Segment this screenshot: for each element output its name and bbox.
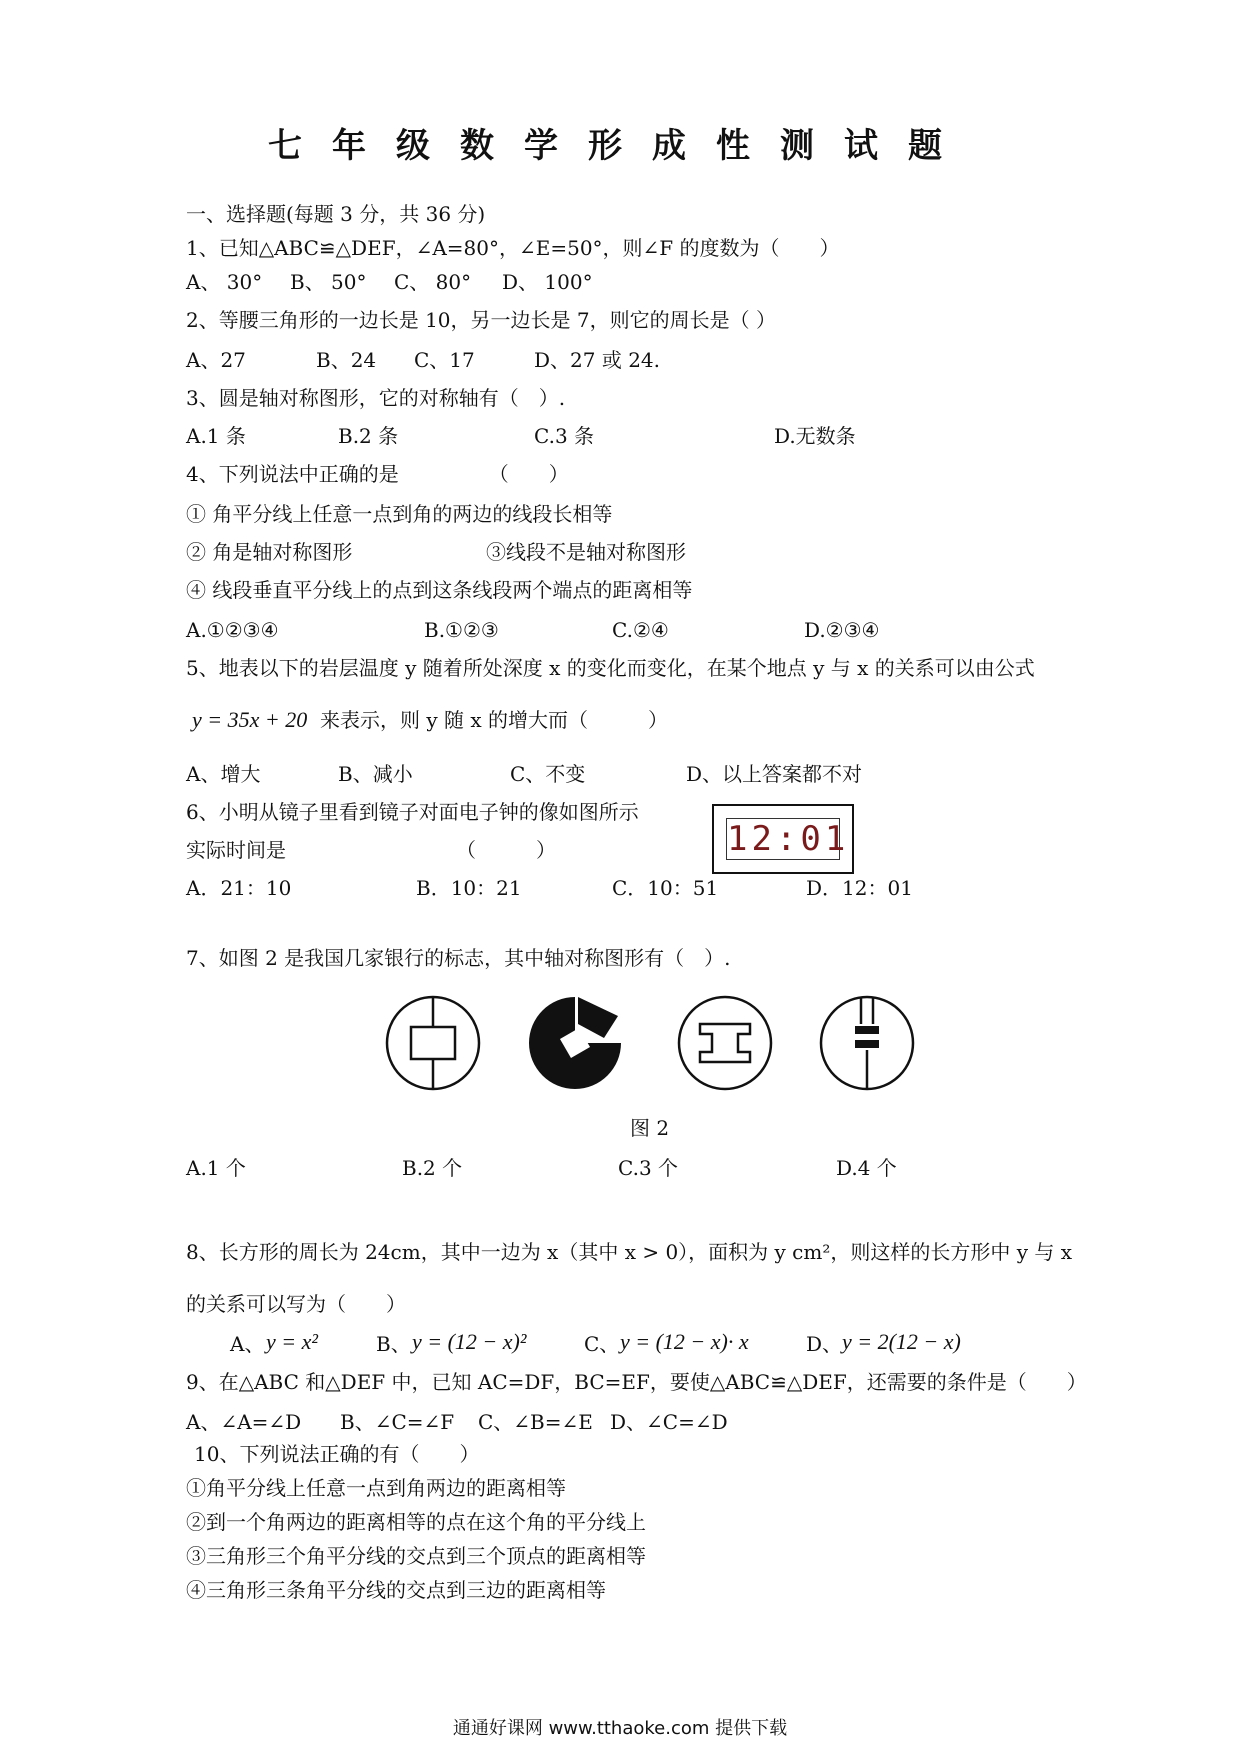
q4-option-b: B.①②③ — [424, 618, 499, 642]
q10-statement-2: ②到一个角两边的距离相等的点在这个角的平分线上 — [186, 1510, 646, 1534]
q8-option-b-label: B、 — [376, 1332, 411, 1356]
q5-option-d: D、以上答案都不对 — [686, 762, 863, 786]
q7-option-c: C.3 个 — [618, 1156, 679, 1180]
q4-statement-3: ③线段不是轴对称图形 — [486, 540, 686, 564]
q4-option-d: D.②③④ — [804, 618, 880, 642]
q9-stem: 9、在△ABC 和△DEF 中，已知 AC=DF，BC=EF，要使△ABC≌△DEF，还需要的条件是（ ） — [186, 1370, 1087, 1394]
q1-stem: 1、已知△ABC≌△DEF，∠A=80°，∠E=50°，则∠F 的度数为（ ） — [186, 236, 840, 260]
q4-option-a: A.①②③④ — [186, 618, 279, 642]
bank-logo-1 — [384, 994, 482, 1092]
q6-stem: 6、小明从镜子里看到镜子对面电子钟的像如图所示 — [186, 800, 639, 824]
q2-option-a: A、27 — [186, 348, 246, 372]
q7-option-a: A.1 个 — [186, 1156, 246, 1180]
q7-option-d: D.4 个 — [836, 1156, 897, 1180]
q6-option-b: B．10：21 — [416, 876, 522, 900]
bank-logo-2 — [526, 994, 624, 1092]
q2-option-c: C、17 — [414, 348, 475, 372]
q3-option-a: A.1 条 — [186, 424, 246, 448]
q6-option-d: D．12：01 — [806, 876, 913, 900]
q9-option-b: B、∠C=∠F — [340, 1410, 455, 1434]
q10-statement-1: ①角平分线上任意一点到角两边的距离相等 — [186, 1476, 566, 1500]
mirror-clock-figure — [712, 804, 854, 874]
q9-option-d: D、∠C=∠D — [610, 1410, 728, 1434]
q1-option-c: C、 80° — [394, 270, 472, 294]
q4-statement-1: ① 角平分线上任意一点到角的两边的线段长相等 — [186, 502, 613, 526]
section-heading: 一、选择题(每题 3 分，共 36 分) — [186, 202, 486, 226]
q7-stem: 7、如图 2 是我国几家银行的标志，其中轴对称图形有（ ）. — [186, 946, 731, 970]
q9-option-a: A、∠A=∠D — [186, 1410, 302, 1434]
page-footer: 通通好课网 www.tthaoke.com 提供下载 — [452, 1718, 788, 1739]
q9-option-c: C、∠B=∠E — [478, 1410, 593, 1434]
q7-option-b: B.2 个 — [402, 1156, 463, 1180]
q5-stem: 5、地表以下的岩层温度 y 随着所处深度 x 的变化而变化，在某个地点 y 与 x 的关系可以由公式 — [186, 656, 1035, 680]
q5-option-a: A、增大 — [186, 762, 261, 786]
q2-option-d: D、27 或 24. — [534, 348, 661, 372]
bank-logo-3 — [676, 994, 774, 1092]
clock-display: 12:01 — [727, 819, 850, 859]
q4-statement-2: ② 角是轴对称图形 — [186, 540, 353, 564]
q5-stem-continued: 来表示，则 y 随 x 的增大而（ ） — [320, 708, 669, 732]
page-title: 七年级数学形成性测试题 — [268, 126, 972, 166]
q8-option-d-label: D、 — [806, 1332, 843, 1356]
q8-stem: 8、长方形的周长为 24cm，其中一边为 x（其中 x > 0），面积为 y cm²，则这样的长方形中 y 与 x — [186, 1240, 1073, 1264]
q1-option-a: A、 30° — [186, 270, 263, 294]
q5-option-c: C、不变 — [510, 762, 586, 786]
q8-option-c-label: C、 — [584, 1332, 620, 1356]
q2-stem: 2、等腰三角形的一边长是 10，另一边长是 7，则它的周长是（ ） — [186, 308, 776, 332]
q4-option-c: C.②④ — [612, 618, 669, 642]
q8-option-b-expr: y = (12 − x)² — [412, 1329, 527, 1354]
figure-caption: 图 2 — [630, 1116, 670, 1140]
q8-option-a-expr: y = x² — [266, 1329, 318, 1354]
q8-option-d-expr: y = 2(12 − x) — [842, 1329, 961, 1354]
q5-formula: y = 35x + 20 — [192, 707, 308, 732]
q10-statement-4: ④三角形三条角平分线的交点到三边的距离相等 — [186, 1578, 606, 1602]
q8-option-a-label: A、 — [230, 1332, 265, 1356]
q5-option-b: B、减小 — [338, 762, 413, 786]
q2-option-b: B、24 — [316, 348, 377, 372]
q8-stem-continued: 的关系可以写为（ ） — [186, 1292, 406, 1316]
q6-option-c: C．10：51 — [612, 876, 719, 900]
q6-option-a: A．21：10 — [186, 876, 292, 900]
q3-stem: 3、圆是轴对称图形，它的对称轴有（ ）. — [186, 386, 566, 410]
q3-option-d: D.无数条 — [774, 424, 856, 448]
q1-option-b: B、 50° — [290, 270, 367, 294]
q4-statement-4: ④ 线段垂直平分线上的点到这条线段两个端点的距离相等 — [186, 578, 693, 602]
q6-stem-continued: 实际时间是 （ ） — [186, 838, 556, 862]
q3-option-c: C.3 条 — [534, 424, 595, 448]
bank-logo-4 — [818, 994, 916, 1092]
q8-option-c-expr: y = (12 − x)· x — [620, 1329, 749, 1354]
q4-stem: 4、下列说法中正确的是 （ ） — [186, 462, 569, 486]
q3-option-b: B.2 条 — [338, 424, 399, 448]
q1-option-d: D、 100° — [502, 270, 593, 294]
q10-stem: 10、下列说法正确的有（ ） — [194, 1442, 480, 1466]
q10-statement-3: ③三角形三个角平分线的交点到三个顶点的距离相等 — [186, 1544, 646, 1568]
